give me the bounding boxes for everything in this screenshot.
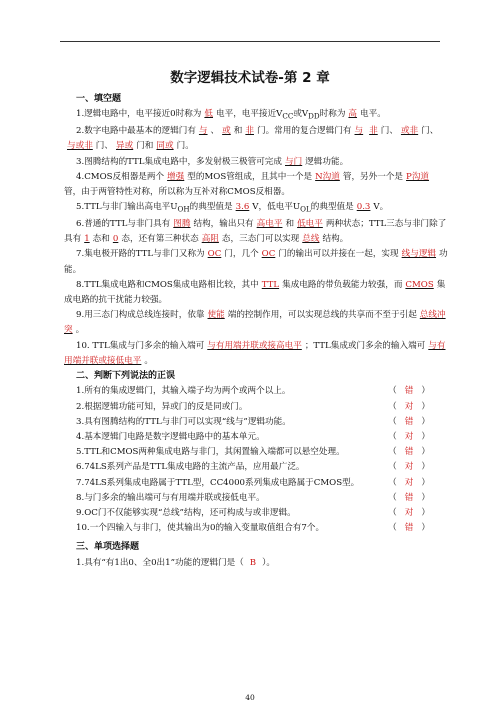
answer-blank: 使能	[207, 310, 225, 321]
answer-blank: 高阻	[201, 234, 219, 245]
judgement-answer: （ 错 ）	[388, 386, 430, 397]
judgement-item	[76, 460, 448, 475]
page-title: 数字逻辑技术试卷-第 2 章	[170, 70, 330, 86]
exam-content	[64, 92, 448, 571]
judgement-text: 1.所有的集成逻辑门，其输入端子均为两个或两个以上。	[76, 386, 291, 397]
answer-blank: 总线	[302, 234, 320, 245]
judgement-item	[76, 400, 448, 415]
answer-blank: OC	[261, 249, 276, 260]
judgement-text: 3.具有图腾结构的TTL与非门可以实现“线与”逻辑功能。	[76, 416, 291, 427]
question-8: 8.TTL集成电路和CMOS集成电路相比较，其中 TTL 集成电路的带负载能力较强，而 CMOS 集成电路的抗干扰能力较强。	[64, 279, 446, 306]
answer-blank: TTL	[261, 279, 280, 290]
answer-blank: 0.3	[356, 202, 371, 213]
answer-blank: 与有用端并联或接高电平	[207, 340, 302, 351]
answer-blank: 与门	[285, 156, 303, 167]
answer-blank: 与或非	[67, 141, 93, 152]
page-number: 40	[245, 693, 255, 702]
answer-mark: 错	[404, 523, 414, 534]
judgement-text: 4.基本逻辑门电路是数字逻辑电路中的基本单元。	[76, 431, 265, 442]
answer-blank: 低	[204, 109, 213, 120]
section-heading: 二、判断下列说法的正误	[76, 371, 176, 382]
section-heading: 一、填空题	[76, 94, 122, 104]
answer-mark: 对	[404, 401, 414, 412]
answer-blank: 3.6	[235, 202, 250, 213]
question-3: 3.图腾结构的TTL集成电路中，多发射极三极管可完成 与门 逻辑功能。	[76, 156, 349, 167]
judgement-answer: （ 错 ）	[388, 447, 430, 458]
answer-blank: P沟道	[406, 171, 430, 182]
answer-blank: 高	[348, 109, 358, 120]
answer-mark: 错	[404, 447, 414, 458]
answer-mark: 错	[404, 492, 414, 503]
judgement-item	[76, 445, 448, 460]
answer-blank: 高电平	[256, 219, 283, 230]
judgement-text: 9.OC门不仅能够实现“总线”结构，还可构成与或非逻辑。	[76, 507, 296, 518]
judgement-item	[76, 384, 448, 399]
section-heading: 三、单项选择题	[76, 542, 140, 553]
question-10: 10. TTL集成与门多余的输入端可 与有用端并联或接高电平 ；TTL集成或门多余的输入端可 与有用端并联或接低电平 。	[64, 340, 446, 366]
answer-blank: 低电平	[297, 219, 323, 230]
answer-blank: 非	[245, 126, 254, 137]
answer-blank: 与	[198, 126, 208, 137]
question-5: 5.TTL与非门输出高电平$U_{OH}$的典型值是 3.6 V，低电平$U_{OL}$的典型值是 0.3 V。	[76, 202, 389, 214]
answer-blank: 同或	[156, 141, 174, 152]
judgement-answer: （ 对 ）	[388, 507, 430, 518]
answer-blank: N沟道	[315, 171, 340, 182]
answer-mark: 对	[404, 431, 414, 442]
answer-blank: 1	[84, 234, 90, 245]
choice-answer: B	[249, 557, 257, 568]
question-6: 6.普通的TTL与非门具有 图腾 结构，输出只有 高电平 和 低电平 两种状态；TTL三态与非门除了具有 1 态和 0 态，还有第三种状态 高阻 态，三态门可以实现 总线 结构。	[64, 219, 447, 245]
question-2: 2.数字电路中最基本的逻辑门有 与 、 或 和 非 门。常用的复合逻辑门有 与 非 门、 或非 门、与或非 门、 异或 门和 同或 门。	[64, 124, 448, 154]
judgement-item	[76, 415, 448, 430]
choice-question-1: 1.具有“有1出0、全0出1”功能的逻辑门是（ B ）。	[76, 557, 275, 568]
judgement-item	[76, 491, 448, 506]
judgement-answer: （ 错 ）	[388, 523, 430, 534]
judgement-item	[76, 506, 448, 521]
question-7: 7.集电极开路的TTL与非门又称为 OC 门，几个 OC 门的输出可以并接在一起，实现 线与逻辑 功能。	[64, 249, 448, 275]
judgement-text: 5.TTL和CMOS两种集成电路与非门，其闲置输入端都可以悬空处理。	[76, 447, 345, 458]
header-rule	[60, 41, 440, 42]
question-4: 4.CMOS反相器是两个 增强 型的MOS管组成，且其中一个是 N沟道 管，另外一个是 P沟道管，由于两管特性对称，所以称为互补对称CMOS反相器。	[64, 170, 448, 200]
answer-blank: CMOS	[405, 279, 434, 290]
answer-blank: 与	[354, 126, 364, 137]
answer-blank: 总线冲突	[64, 310, 446, 336]
answer-mark: 错	[404, 386, 414, 397]
judgement-answer: （ 对 ）	[388, 431, 430, 442]
judgement-text: 2.根据逻辑功能可知，异或门的反是同或门。	[76, 401, 248, 412]
answer-blank: 非	[369, 126, 378, 137]
answer-blank: 增强	[167, 171, 185, 182]
answer-mark: 对	[404, 462, 414, 473]
answer-blank: 或	[222, 126, 231, 137]
judgement-item	[76, 476, 448, 491]
answer-blank: OC	[207, 249, 222, 260]
judgement-text: 6.74LS系列产品是TTL集成电路的主流产品，应用最广泛。	[76, 462, 305, 473]
answer-blank: 或非	[400, 126, 419, 137]
answer-blank: 与有用端并联或接低电平	[64, 340, 446, 366]
judgement-answer: （ 错 ）	[388, 492, 430, 503]
judgement-answer: （ 对 ）	[388, 401, 430, 412]
judgement-text: 10.一个四输入与非门，使其输出为0的输入变量取值组合有7个。	[76, 523, 325, 534]
judgement-answer: （ 错 ）	[388, 416, 430, 427]
judgement-answer: （ 对 ）	[388, 462, 430, 473]
answer-mark: 错	[404, 416, 414, 427]
question-9: 9.用三态门构成总线连接时，依靠 使能 端的控制作用，可以实现总线的共享而不至于引起 总线冲突 。	[64, 310, 446, 336]
answer-mark: 对	[404, 477, 414, 488]
judgement-list	[64, 384, 448, 536]
judgement-item	[76, 430, 448, 445]
judgement-text: 8.与门多余的输出端可与有用端并联或接低电平。	[76, 492, 265, 503]
judgement-answer: （ 对 ）	[388, 477, 430, 488]
judgement-text: 7.74LS系列集成电路属于TTL型，CC4000系列集成电路属于CMOS型。	[76, 477, 360, 488]
judgement-item	[76, 521, 448, 536]
answer-blank: 图腾	[173, 219, 191, 230]
answer-blank: 线与逻辑	[401, 249, 437, 260]
answer-blank: 0	[112, 234, 119, 245]
answer-mark: 对	[404, 507, 414, 518]
answer-blank: 异或	[116, 141, 134, 152]
question-1: 1.逻辑电路中，电平接近0时称为 低 电平，电平接近$V_{CC}$或$V_{DD}$时称为 高 电平。	[76, 109, 386, 121]
